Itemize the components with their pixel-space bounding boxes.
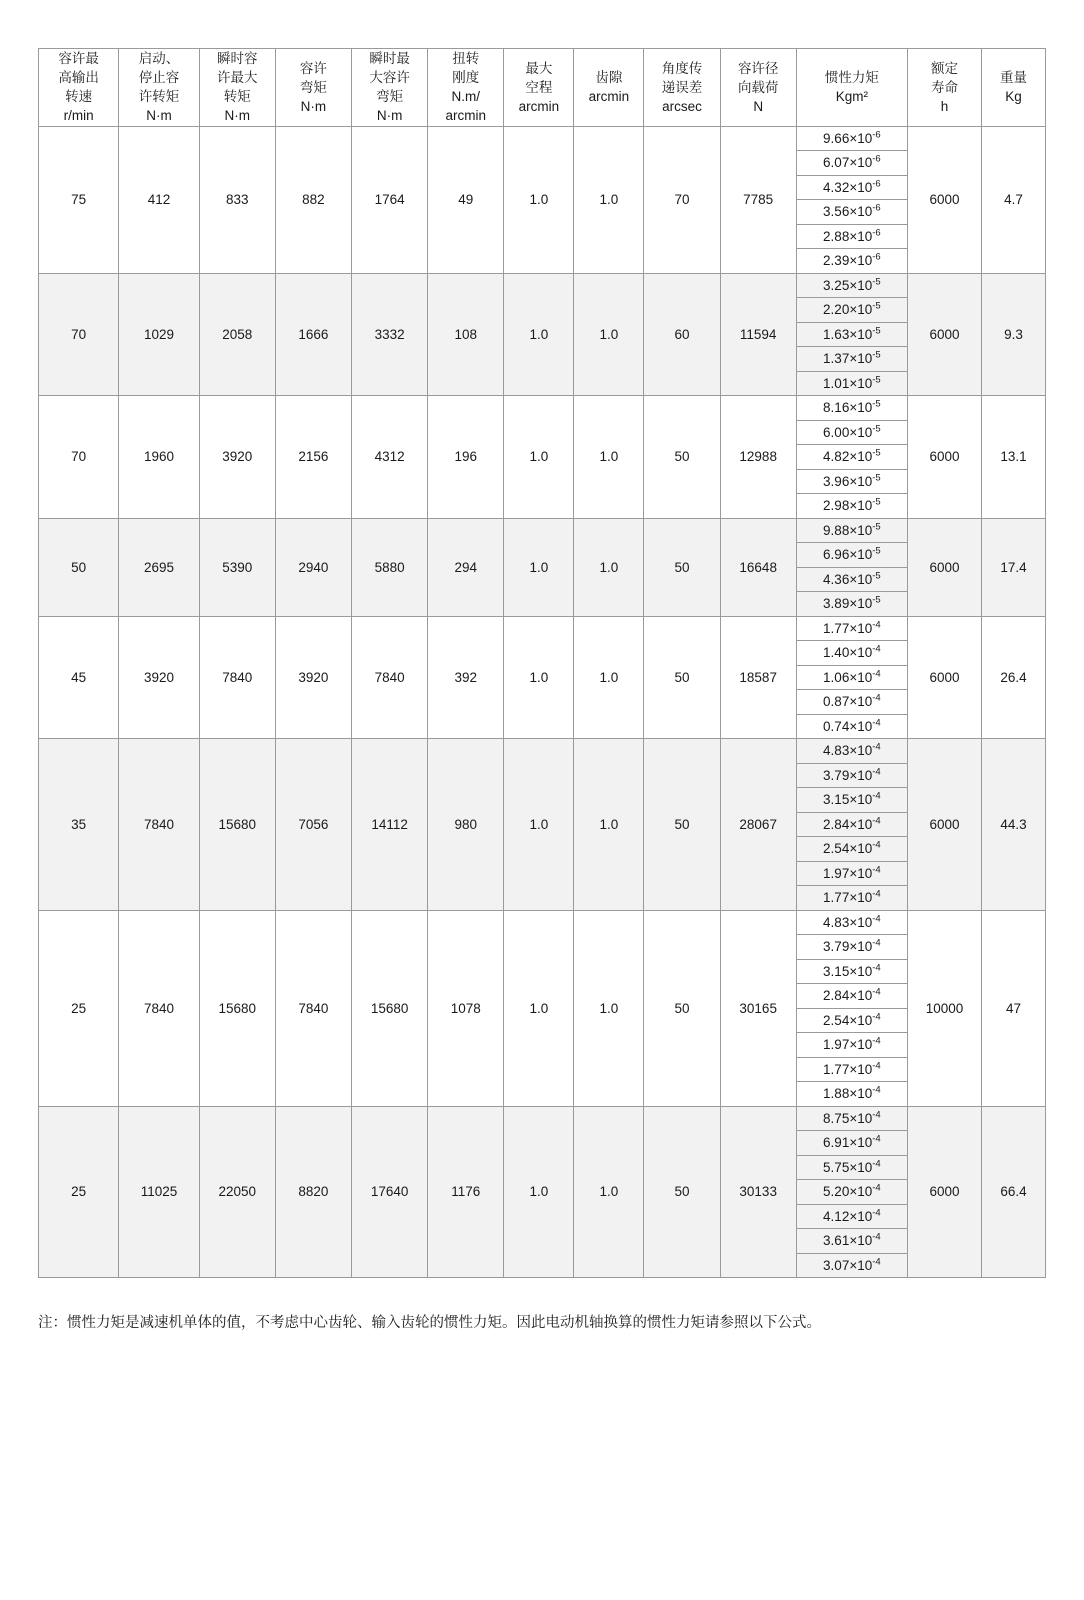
cell-rated-life: 6000 (907, 518, 981, 616)
cell-inertia-value: $1.37\times 10^{-5}$ (797, 347, 907, 372)
header-line: 刚度 (452, 70, 480, 86)
header-line: 惯性力矩 (824, 70, 879, 86)
cell-inertia-value: $4.83\times 10^{-4}$ (797, 911, 907, 935)
cell-inertia-value: $5.20\times 10^{-4}$ (797, 1180, 907, 1205)
inertia-row (797, 567, 907, 592)
cell-rated-life: 6000 (907, 1106, 981, 1278)
cell-backlash: 1.0 (574, 273, 644, 396)
col-header-instant-max-torque (199, 49, 275, 127)
cell-radial-load: 30165 (720, 910, 796, 1106)
cell-inertia-value: $8.75\times 10^{-4}$ (797, 1107, 907, 1131)
inertia-row (797, 739, 907, 763)
cell-instant-max-bending-moment: 17640 (352, 1106, 428, 1278)
cell-rated-life: 6000 (907, 126, 981, 273)
inertia-row (797, 274, 907, 298)
cell-inertia-group (796, 518, 907, 616)
cell-transmission-error: 70 (644, 126, 720, 273)
cell-torsional-stiffness: 49 (428, 126, 504, 273)
cell-inertia-group (796, 1106, 907, 1278)
inertia-row (797, 347, 907, 372)
cell-backlash: 1.0 (574, 910, 644, 1106)
cell-allowable-bending-moment: 2156 (275, 396, 351, 519)
table-row (39, 518, 1046, 616)
cell-inertia-value: $1.77\times 10^{-4}$ (797, 617, 907, 641)
cell-start-stop-torque: 1029 (119, 273, 199, 396)
cell-start-stop-torque: 3920 (119, 616, 199, 739)
cell-torsional-stiffness: 108 (428, 273, 504, 396)
inertia-row (797, 886, 907, 910)
cell-rated-life: 10000 (907, 910, 981, 1106)
cell-inertia-value: $3.56\times 10^{-6}$ (797, 200, 907, 225)
header-row (39, 49, 1046, 127)
cell-weight: 26.4 (982, 616, 1046, 739)
header-line: 转矩 (223, 89, 251, 105)
cell-rated-life: 6000 (907, 396, 981, 519)
header-line: N·m (146, 108, 172, 124)
inertia-row (797, 420, 907, 445)
cell-inertia-value: $3.15\times 10^{-4}$ (797, 788, 907, 813)
cell-instant-max-torque: 5390 (199, 518, 275, 616)
cell-start-stop-torque: 2695 (119, 518, 199, 616)
cell-inertia-value: $0.74\times 10^{-4}$ (797, 714, 907, 738)
cell-backlash: 1.0 (574, 126, 644, 273)
inertia-row (797, 445, 907, 470)
table-row (39, 739, 1046, 911)
inertia-row (797, 1204, 907, 1229)
cell-backlash: 1.0 (574, 739, 644, 911)
inertia-row (797, 592, 907, 616)
header-line: 停止容 (138, 70, 180, 86)
inertia-row (797, 151, 907, 176)
cell-inertia-value: $1.40\times 10^{-4}$ (797, 641, 907, 666)
inertia-row (797, 200, 907, 225)
inertia-row (797, 714, 907, 738)
header-line: 转速 (65, 89, 93, 105)
header-line: 容许 (299, 60, 327, 76)
header-line: 大容许 (369, 70, 410, 86)
cell-transmission-error: 50 (644, 518, 720, 616)
cell-allowable-bending-moment: 8820 (275, 1106, 351, 1278)
cell-inertia-group (796, 396, 907, 519)
cell-backlash: 1.0 (574, 518, 644, 616)
cell-inertia-value: $8.16\times 10^{-5}$ (797, 396, 907, 420)
col-header-instant-max-bending-moment (352, 49, 428, 127)
cell-instant-max-torque: 833 (199, 126, 275, 273)
col-header-torsional-stiffness (428, 49, 504, 127)
table-row (39, 616, 1046, 739)
cell-radial-load: 12988 (720, 396, 796, 519)
inertia-row (797, 1033, 907, 1058)
cell-inertia-value: $3.79\times 10^{-4}$ (797, 763, 907, 788)
col-header-radial-load (720, 49, 796, 127)
cell-allowable-bending-moment: 3920 (275, 616, 351, 739)
header-line: 弯矩 (299, 79, 327, 95)
col-header-inertia (796, 49, 907, 127)
header-line: 许转矩 (138, 89, 180, 105)
header-line: 寿命 (931, 79, 959, 95)
cell-instant-max-bending-moment: 14112 (352, 739, 428, 911)
cell-instant-max-bending-moment: 7840 (352, 616, 428, 739)
col-header-allowable-bending-moment (275, 49, 351, 127)
table-row (39, 396, 1046, 519)
cell-torsional-stiffness: 392 (428, 616, 504, 739)
inertia-row (797, 641, 907, 666)
cell-torsional-stiffness: 1078 (428, 910, 504, 1106)
header-line: 角度传 (661, 60, 703, 76)
inertia-row (797, 543, 907, 568)
cell-max-output-speed: 75 (39, 126, 119, 273)
cell-inertia-value: $6.00\times 10^{-5}$ (797, 420, 907, 445)
cell-inertia-value: $4.36\times 10^{-5}$ (797, 567, 907, 592)
cell-instant-max-bending-moment: 5880 (352, 518, 428, 616)
header-line: N·m (224, 108, 250, 124)
cell-inertia-value: $1.01\times 10^{-5}$ (797, 371, 907, 395)
cell-inertia-value: $1.63\times 10^{-5}$ (797, 322, 907, 347)
cell-inertia-value: $1.06\times 10^{-4}$ (797, 665, 907, 690)
cell-inertia-value: $3.79\times 10^{-4}$ (797, 935, 907, 960)
inertia-row (797, 175, 907, 200)
cell-inertia-value: $0.87\times 10^{-4}$ (797, 690, 907, 715)
inertia-row (797, 469, 907, 494)
cell-inertia-value: $2.84\times 10^{-4}$ (797, 984, 907, 1009)
inertia-row (797, 396, 907, 420)
inertia-row (797, 1107, 907, 1131)
header-line: 重量 (1000, 70, 1028, 86)
cell-transmission-error: 60 (644, 273, 720, 396)
inertia-row (797, 519, 907, 543)
header-line: Kgm² (835, 89, 868, 105)
cell-max-output-speed: 70 (39, 273, 119, 396)
inertia-row (797, 959, 907, 984)
cell-max-lost-motion: 1.0 (504, 273, 574, 396)
inertia-row (797, 322, 907, 347)
table-header (39, 49, 1046, 127)
inertia-row (797, 1057, 907, 1082)
cell-instant-max-torque: 22050 (199, 1106, 275, 1278)
cell-radial-load: 7785 (720, 126, 796, 273)
inertia-row (797, 249, 907, 273)
cell-inertia-value: $1.88\times 10^{-4}$ (797, 1082, 907, 1106)
cell-start-stop-torque: 412 (119, 126, 199, 273)
inertia-row (797, 665, 907, 690)
cell-allowable-bending-moment: 7056 (275, 739, 351, 911)
inertia-row (797, 911, 907, 935)
cell-rated-life: 6000 (907, 273, 981, 396)
cell-torsional-stiffness: 980 (428, 739, 504, 911)
cell-inertia-value: $3.25\times 10^{-5}$ (797, 274, 907, 298)
cell-radial-load: 18587 (720, 616, 796, 739)
cell-inertia-value: $6.91\times 10^{-4}$ (797, 1131, 907, 1156)
inertia-row (797, 224, 907, 249)
cell-radial-load: 28067 (720, 739, 796, 911)
inertia-row (797, 1131, 907, 1156)
inertia-row (797, 617, 907, 641)
cell-instant-max-torque: 15680 (199, 910, 275, 1106)
inertia-row (797, 935, 907, 960)
header-line: 许最大 (216, 70, 258, 86)
cell-max-output-speed: 50 (39, 518, 119, 616)
header-line: 最大 (525, 60, 553, 76)
table-row (39, 126, 1046, 273)
col-header-max-output-speed (39, 49, 119, 127)
header-line: N·m (300, 98, 327, 114)
inertia-row (797, 1229, 907, 1254)
cell-weight: 47 (982, 910, 1046, 1106)
cell-instant-max-torque: 15680 (199, 739, 275, 911)
cell-radial-load: 30133 (720, 1106, 796, 1278)
header-line: 递误差 (661, 79, 703, 95)
cell-inertia-value: $2.88\times 10^{-6}$ (797, 224, 907, 249)
cell-transmission-error: 50 (644, 1106, 720, 1278)
cell-rated-life: 6000 (907, 739, 981, 911)
cell-weight: 9.3 (982, 273, 1046, 396)
cell-weight: 4.7 (982, 126, 1046, 273)
cell-max-lost-motion: 1.0 (504, 518, 574, 616)
header-line: N (753, 98, 764, 114)
cell-instant-max-bending-moment: 1764 (352, 126, 428, 273)
cell-inertia-value: $1.97\times 10^{-4}$ (797, 861, 907, 886)
header-line: 高输出 (58, 70, 99, 86)
cell-inertia-group (796, 616, 907, 739)
cell-inertia-group (796, 910, 907, 1106)
col-header-max-lost-motion (504, 49, 574, 127)
col-header-rated-life (907, 49, 981, 127)
cell-max-lost-motion: 1.0 (504, 616, 574, 739)
cell-backlash: 1.0 (574, 616, 644, 739)
cell-max-output-speed: 25 (39, 1106, 119, 1278)
cell-inertia-value: $2.84\times 10^{-4}$ (797, 812, 907, 837)
cell-weight: 17.4 (982, 518, 1046, 616)
cell-inertia-value: $2.54\times 10^{-4}$ (797, 1008, 907, 1033)
cell-max-output-speed: 25 (39, 910, 119, 1106)
cell-allowable-bending-moment: 1666 (275, 273, 351, 396)
cell-inertia-value: $2.20\times 10^{-5}$ (797, 298, 907, 323)
header-line: arcmin (588, 89, 630, 105)
inertia-row (797, 812, 907, 837)
cell-inertia-value: $3.89\times 10^{-5}$ (797, 592, 907, 616)
cell-radial-load: 11594 (720, 273, 796, 396)
header-line: 瞬时容 (216, 51, 258, 66)
table-row (39, 910, 1046, 1106)
cell-inertia-value: $4.32\times 10^{-6}$ (797, 175, 907, 200)
cell-instant-max-bending-moment: 15680 (352, 910, 428, 1106)
cell-backlash: 1.0 (574, 1106, 644, 1278)
header-line: N.m/ (451, 89, 481, 105)
cell-instant-max-bending-moment: 4312 (352, 396, 428, 519)
header-line: arcmin (445, 108, 487, 124)
table-row (39, 273, 1046, 396)
cell-start-stop-torque: 7840 (119, 910, 199, 1106)
inertia-row (797, 690, 907, 715)
inertia-row (797, 984, 907, 1009)
header-line: Kg (1005, 89, 1022, 105)
cell-torsional-stiffness: 294 (428, 518, 504, 616)
cell-allowable-bending-moment: 2940 (275, 518, 351, 616)
col-header-backlash (574, 49, 644, 127)
header-line: h (940, 98, 949, 114)
header-line: 启动、 (138, 51, 180, 66)
cell-radial-load: 16648 (720, 518, 796, 616)
cell-inertia-value: $3.15\times 10^{-4}$ (797, 959, 907, 984)
cell-max-lost-motion: 1.0 (504, 1106, 574, 1278)
header-line: 容许径 (737, 60, 779, 76)
cell-inertia-value: $4.12\times 10^{-4}$ (797, 1204, 907, 1229)
inertia-row (797, 1008, 907, 1033)
cell-inertia-group (796, 739, 907, 911)
cell-inertia-value: $4.83\times 10^{-4}$ (797, 739, 907, 763)
header-line: N·m (376, 108, 403, 124)
cell-instant-max-torque: 3920 (199, 396, 275, 519)
cell-rated-life: 6000 (907, 616, 981, 739)
cell-max-lost-motion: 1.0 (504, 396, 574, 519)
cell-inertia-value: $6.96\times 10^{-5}$ (797, 543, 907, 568)
header-line: 齿隙 (595, 70, 623, 86)
cell-inertia-value: $1.77\times 10^{-4}$ (797, 886, 907, 910)
cell-max-output-speed: 45 (39, 616, 119, 739)
cell-inertia-value: $3.61\times 10^{-4}$ (797, 1229, 907, 1254)
header-line: 扭转 (452, 51, 480, 66)
header-line: 弯矩 (376, 89, 404, 105)
inertia-row (797, 1180, 907, 1205)
cell-inertia-value: $1.97\times 10^{-4}$ (797, 1033, 907, 1058)
cell-weight: 66.4 (982, 1106, 1046, 1278)
cell-transmission-error: 50 (644, 739, 720, 911)
cell-instant-max-torque: 2058 (199, 273, 275, 396)
cell-transmission-error: 50 (644, 910, 720, 1106)
cell-torsional-stiffness: 1176 (428, 1106, 504, 1278)
col-header-transmission-error (644, 49, 720, 127)
footnote: 注：惯性力矩是减速机单体的值，不考虑中心齿轮、输入齿轮的惯性力矩。因此电动机轴换算的惯性力矩请参照以下公式。 (38, 1315, 821, 1332)
cell-backlash: 1.0 (574, 396, 644, 519)
cell-weight: 44.3 (982, 739, 1046, 911)
cell-inertia-value: $3.07\times 10^{-4}$ (797, 1253, 907, 1277)
cell-inertia-value: $2.98\times 10^{-5}$ (797, 494, 907, 518)
header-line: 空程 (525, 79, 553, 95)
table-body (39, 126, 1046, 1278)
inertia-row (797, 127, 907, 151)
header-line: arcsec (662, 98, 702, 114)
cell-max-lost-motion: 1.0 (504, 910, 574, 1106)
cell-allowable-bending-moment: 882 (275, 126, 351, 273)
cell-inertia-value: $3.96\times 10^{-5}$ (797, 469, 907, 494)
cell-instant-max-bending-moment: 3332 (352, 273, 428, 396)
inertia-row (797, 837, 907, 862)
header-line: 容许最 (58, 51, 99, 66)
inertia-row (797, 494, 907, 518)
cell-start-stop-torque: 11025 (119, 1106, 199, 1278)
specification-table (38, 48, 1046, 1278)
cell-inertia-value: $2.39\times 10^{-6}$ (797, 249, 907, 273)
cell-transmission-error: 50 (644, 396, 720, 519)
cell-inertia-value: $9.88\times 10^{-5}$ (797, 519, 907, 543)
header-line: 额定 (931, 60, 959, 76)
inertia-row (797, 298, 907, 323)
cell-inertia-group (796, 273, 907, 396)
cell-inertia-value: $5.75\times 10^{-4}$ (797, 1155, 907, 1180)
cell-torsional-stiffness: 196 (428, 396, 504, 519)
inertia-row (797, 1155, 907, 1180)
inertia-row (797, 1082, 907, 1106)
cell-inertia-value: $2.54\times 10^{-4}$ (797, 837, 907, 862)
table-row (39, 1106, 1046, 1278)
cell-inertia-value: $1.77\times 10^{-4}$ (797, 1057, 907, 1082)
cell-transmission-error: 50 (644, 616, 720, 739)
col-header-start-stop-torque (119, 49, 199, 127)
inertia-row (797, 788, 907, 813)
inertia-row (797, 763, 907, 788)
inertia-row (797, 1253, 907, 1277)
cell-max-lost-motion: 1.0 (504, 739, 574, 911)
inertia-row (797, 371, 907, 395)
cell-weight: 13.1 (982, 396, 1046, 519)
cell-inertia-value: $4.82\times 10^{-5}$ (797, 445, 907, 470)
cell-start-stop-torque: 7840 (119, 739, 199, 911)
cell-max-output-speed: 70 (39, 396, 119, 519)
cell-inertia-value: $6.07\times 10^{-6}$ (797, 151, 907, 176)
header-line: 瞬时最 (369, 51, 410, 66)
header-line: arcmin (518, 98, 560, 114)
cell-max-lost-motion: 1.0 (504, 126, 574, 273)
header-line: 向载荷 (737, 79, 779, 95)
cell-start-stop-torque: 1960 (119, 396, 199, 519)
cell-max-output-speed: 35 (39, 739, 119, 911)
cell-inertia-value: $9.66\times 10^{-6}$ (797, 127, 907, 151)
inertia-row (797, 861, 907, 886)
header-line: r/min (63, 108, 94, 124)
cell-allowable-bending-moment: 7840 (275, 910, 351, 1106)
cell-inertia-group (796, 126, 907, 273)
col-header-weight (982, 49, 1046, 127)
cell-instant-max-torque: 7840 (199, 616, 275, 739)
